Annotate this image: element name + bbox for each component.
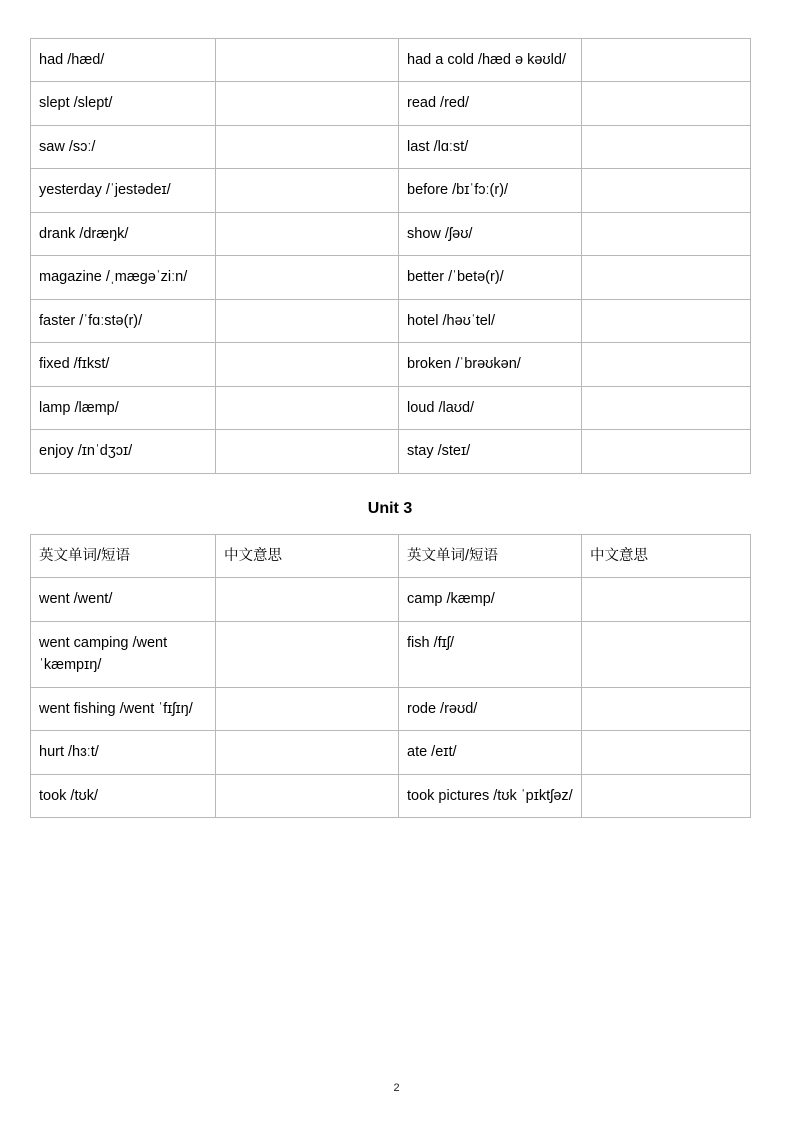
- table-row: [31, 386, 751, 429]
- cell-english-2: [399, 169, 582, 212]
- cell-chinese-2[interactable]: [582, 82, 751, 125]
- cell-chinese-1[interactable]: [216, 386, 399, 429]
- cell-text: had a cold /hæd ə kəʊld/: [407, 52, 566, 68]
- table-row: [31, 343, 751, 386]
- cell-text: camp /kæmp/: [407, 591, 495, 608]
- cell-chinese-2[interactable]: [582, 687, 751, 730]
- cell-chinese-2[interactable]: [582, 430, 751, 473]
- vocab-table-unit3: [30, 534, 751, 818]
- cell-english-2: [399, 212, 582, 255]
- cell-chinese-2[interactable]: [582, 212, 751, 255]
- table-row: [31, 256, 751, 299]
- cell-text: ate /eɪt/: [407, 744, 457, 761]
- cell-english-1: [31, 169, 216, 212]
- top-spacer: [30, 30, 763, 38]
- header-english-2: 英文单词/短语: [399, 534, 582, 577]
- cell-chinese-1[interactable]: [216, 621, 399, 687]
- cell-chinese-2[interactable]: [582, 621, 751, 687]
- cell-text: loud /laʊd/: [407, 399, 475, 416]
- cell-english-2: [399, 386, 582, 429]
- cell-english-2: [399, 687, 582, 730]
- cell-english-1: [31, 578, 216, 621]
- cell-chinese-1[interactable]: [216, 256, 399, 299]
- cell-english-2: [399, 39, 582, 82]
- cell-text: took /tʊk/: [39, 787, 99, 804]
- table-row: [31, 430, 751, 473]
- cell-english-2: [399, 621, 582, 687]
- vocab-table-unit3-wrapper: [30, 534, 750, 818]
- cell-text: rode /rəʊd/: [407, 700, 478, 717]
- cell-english-2: [399, 299, 582, 342]
- cell-text: had /hæd/: [39, 52, 105, 68]
- cell-english-1: [31, 774, 216, 817]
- cell-text: show /ʃəʊ/: [407, 225, 473, 242]
- cell-english-1: [31, 687, 216, 730]
- cell-chinese-1[interactable]: [216, 774, 399, 817]
- cell-english-1: [31, 430, 216, 473]
- cell-chinese-2[interactable]: [582, 125, 751, 168]
- cell-text: lamp /læmp/: [39, 399, 119, 416]
- cell-english-1: [31, 386, 216, 429]
- cell-chinese-1[interactable]: [216, 169, 399, 212]
- cell-chinese-1[interactable]: [216, 430, 399, 473]
- cell-english-2: [399, 82, 582, 125]
- vocab-table-continued: [30, 38, 751, 474]
- cell-text: enjoy /ɪnˈdʒɔɪ/: [39, 443, 133, 460]
- cell-text: fish /fɪʃ/: [407, 634, 455, 651]
- cell-text: fixed /fɪkst/: [39, 356, 110, 373]
- cell-english-1: [31, 731, 216, 774]
- cell-chinese-2[interactable]: [582, 578, 751, 621]
- cell-chinese-1[interactable]: [216, 212, 399, 255]
- cell-english-2: [399, 125, 582, 168]
- table-row: [31, 774, 751, 817]
- cell-chinese-1[interactable]: [216, 82, 399, 125]
- cell-chinese-2[interactable]: [582, 169, 751, 212]
- cell-english-2: [399, 256, 582, 299]
- cell-chinese-2[interactable]: [582, 256, 751, 299]
- cell-english-2: [399, 430, 582, 473]
- cell-english-1: [31, 256, 216, 299]
- table-row: [31, 731, 751, 774]
- cell-chinese-1[interactable]: [216, 299, 399, 342]
- cell-english-1: [31, 299, 216, 342]
- cell-text: slept /slept/: [39, 95, 113, 112]
- cell-chinese-2[interactable]: [582, 386, 751, 429]
- table-row: [31, 621, 751, 687]
- cell-english-2: [399, 731, 582, 774]
- cell-text: yesterday /ˈjestədeɪ/: [39, 182, 171, 199]
- cell-chinese-2[interactable]: [582, 774, 751, 817]
- header-chinese-2: 中文意思: [582, 534, 751, 577]
- cell-chinese-2[interactable]: [582, 39, 751, 82]
- cell-chinese-1[interactable]: [216, 731, 399, 774]
- cell-text: magazine /ˌmæɡəˈziːn/: [39, 269, 188, 286]
- table-row: [31, 212, 751, 255]
- cell-text: took pictures /tʊk ˈpɪktʃəz/: [407, 787, 573, 804]
- header-english-1: 英文单词/短语: [31, 534, 216, 577]
- cell-text: went camping /went ˈkæmpɪŋ/: [39, 634, 168, 674]
- cell-english-1: [31, 621, 216, 687]
- header-chinese-1: 中文意思: [216, 534, 399, 577]
- table-row: [31, 299, 751, 342]
- table-row: [31, 578, 751, 621]
- cell-english-1: [31, 39, 216, 82]
- cell-text: hotel /həʊˈtel/: [407, 312, 496, 329]
- cell-text: went fishing /went ˈfɪʃɪŋ/: [39, 700, 193, 717]
- cell-chinese-1[interactable]: [216, 687, 399, 730]
- cell-english-2: [399, 774, 582, 817]
- table-row: [31, 125, 751, 168]
- table-row: [31, 687, 751, 730]
- cell-chinese-1[interactable]: [216, 578, 399, 621]
- table-header-row: [31, 534, 751, 577]
- cell-chinese-1[interactable]: [216, 343, 399, 386]
- cell-english-1: [31, 212, 216, 255]
- cell-chinese-1[interactable]: [216, 125, 399, 168]
- cell-text: before /bɪˈfɔː(r)/: [407, 182, 509, 199]
- vocab-table-continued-wrapper: [30, 38, 750, 474]
- cell-english-2: [399, 343, 582, 386]
- page-number: 2: [393, 1082, 400, 1094]
- table-row: [31, 169, 751, 212]
- cell-text: broken /ˈbrəʊkən/: [407, 356, 521, 373]
- cell-text: drank /dræŋk/: [39, 225, 129, 242]
- cell-text: last /lɑːst/: [407, 138, 469, 155]
- cell-text: went /went/: [39, 591, 113, 608]
- cell-text: faster /ˈfɑːstə(r)/: [39, 312, 143, 329]
- cell-text: hurt /hɜːt/: [39, 744, 99, 761]
- cell-english-1: [31, 82, 216, 125]
- table-row: [31, 82, 751, 125]
- cell-english-2: [399, 578, 582, 621]
- unit-3-heading: Unit 3: [367, 499, 413, 517]
- cell-chinese-2[interactable]: [582, 299, 751, 342]
- cell-text: better /ˈbetə(r)/: [407, 269, 504, 286]
- cell-text: stay /steɪ/: [407, 443, 471, 460]
- cell-english-1: [31, 343, 216, 386]
- cell-english-1: [31, 125, 216, 168]
- cell-chinese-1[interactable]: [216, 39, 399, 82]
- table-row: [31, 39, 751, 82]
- cell-chinese-2[interactable]: [582, 731, 751, 774]
- cell-chinese-2[interactable]: [582, 343, 751, 386]
- cell-text: read /red/: [407, 95, 470, 112]
- cell-text: saw /sɔː/: [39, 138, 96, 155]
